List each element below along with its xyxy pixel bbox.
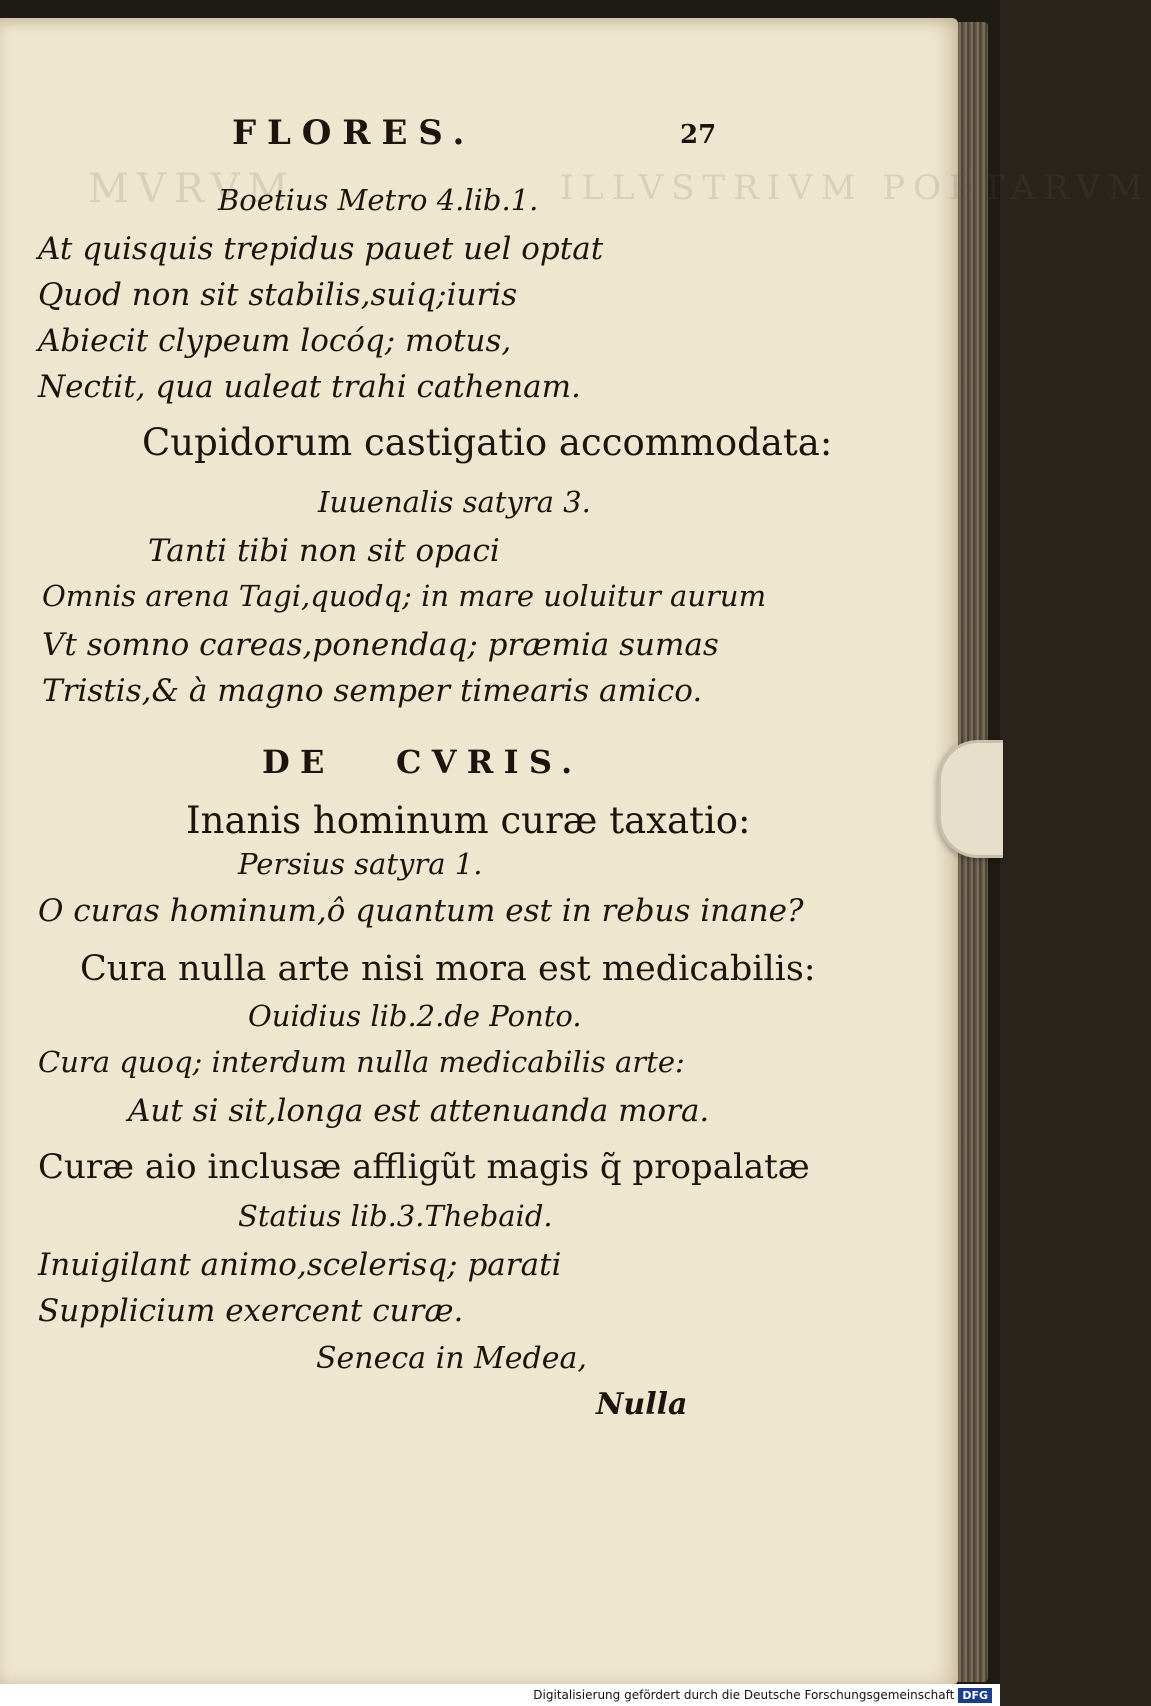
- source-citation: Persius satyra 1.: [238, 847, 483, 881]
- source-citation: Boetius Metro 4.lib.1.: [218, 183, 539, 217]
- verse-line: Tanti tibi non sit opaci: [148, 533, 500, 569]
- verse-line: Omnis arena Tagi,quodq; in mare uoluitur aurum: [42, 579, 767, 613]
- verse-line: Abiecit clypeum locóq; motus,: [38, 323, 512, 359]
- credit-text: Digitalisierung gefördert durch die Deutsche Forschungsgemeinschaft: [533, 1688, 955, 1702]
- show-through-text: ILLVSTRIVM POETARVM: [560, 168, 1151, 208]
- source-citation: Seneca in Medea,: [316, 1341, 587, 1376]
- page-clamp: [938, 740, 1003, 858]
- verse-line: Nectit, qua ualeat trahi cathenam.: [38, 369, 581, 405]
- section-heading: Cupidorum castigatio accommodata:: [142, 421, 833, 464]
- section-heading: Cura nulla arte nisi mora est medicabilis:: [80, 949, 816, 989]
- section-heading: Inanis hominum curæ taxatio:: [186, 799, 751, 842]
- running-head: FLORES.: [232, 113, 476, 153]
- verse-line: Cura quoq; interdum nulla medicabilis arte:: [38, 1045, 685, 1079]
- dfg-logo: DFG: [958, 1688, 992, 1703]
- source-citation: Statius lib.3.Thebaid.: [238, 1199, 553, 1233]
- verse-line: O curas hominum,ô quantum est in rebus inane?: [38, 893, 804, 929]
- digitization-credit-bar: [0, 1684, 1000, 1706]
- chapter-heading: DE CVRIS.: [262, 743, 583, 781]
- verse-line: Inuigilant animo,scelerisq; parati: [38, 1247, 562, 1283]
- verse-line: Tristis,& à magno semper timearis amico.: [42, 673, 703, 709]
- show-through-text: MVRVM: [88, 166, 297, 212]
- section-heading: Curæ aio inclusæ affligũt magis q̃ propalatæ: [38, 1147, 810, 1187]
- verse-line: Aut si sit,longa est attenuanda mora.: [128, 1093, 710, 1129]
- verse-line: Supplicium exercent curæ.: [38, 1293, 464, 1329]
- verse-line: Vt somno careas,ponendaq; præmia sumas: [42, 627, 719, 663]
- folio-number: 27: [680, 120, 717, 150]
- catchword: Nulla: [596, 1387, 688, 1422]
- source-citation: Ouidius lib.2.de Ponto.: [248, 999, 582, 1033]
- book-page: [0, 18, 1151, 1684]
- verse-line: Quod non sit stabilis,suiq;iuris: [38, 277, 518, 313]
- verse-line: At quisquis trepidus pauet uel optat: [38, 231, 604, 267]
- source-citation: Iuuenalis satyra 3.: [318, 485, 591, 519]
